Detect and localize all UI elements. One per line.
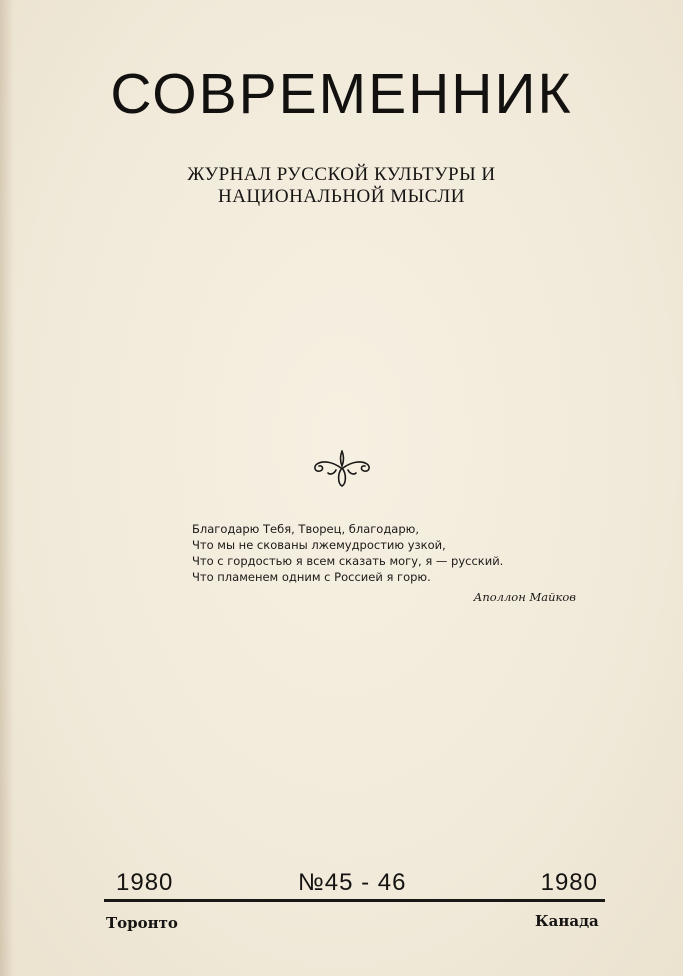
year-left: 1980 (116, 869, 174, 896)
footer-rule (104, 899, 605, 902)
journal-subtitle (0, 164, 683, 208)
subtitle-line-2: НАЦИОНАЛЬНОЙ МЫСЛИ (217, 186, 466, 207)
poem-line-4: Что пламенем одним с Россией я горю. (192, 570, 431, 584)
year-right: 1980 (540, 869, 598, 896)
epigraph-poem (192, 521, 592, 585)
poem-author: Аполлон Майков (473, 590, 576, 604)
publication-city: Торонто (106, 914, 178, 932)
issue-info-row (104, 869, 604, 899)
poem-line-3: Что с гордостью я всем сказать могу, я — русский. (192, 554, 504, 568)
flourish-ornament-icon (311, 448, 373, 490)
page-edge-shadow (0, 0, 14, 976)
journal-masthead: СОВРЕМЕННИК (110, 62, 573, 126)
subtitle-line-1: ЖУРНАЛ РУССКОЙ КУЛЬТУРЫ И (187, 164, 496, 185)
publication-country: Канада (535, 912, 599, 930)
poem-line-1: Благодарю Тебя, Творец, благодарю, (192, 522, 419, 536)
poem-line-2: Что мы не скованы лжемудростию узкой, (192, 538, 446, 552)
issue-number: №45 - 46 (298, 869, 407, 896)
